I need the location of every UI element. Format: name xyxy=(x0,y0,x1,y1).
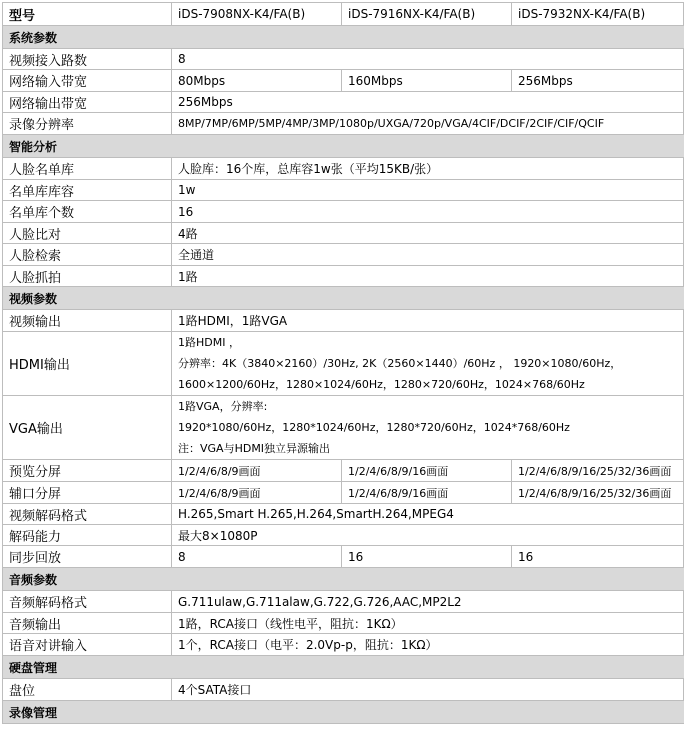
row-label: 人脸抓拍 xyxy=(2,266,172,286)
row-value: 8 xyxy=(172,546,342,567)
section-disk xyxy=(2,656,684,679)
table-row xyxy=(2,180,684,201)
row-value xyxy=(172,332,684,395)
table-row xyxy=(2,266,684,287)
row-label: 语音对讲输入 xyxy=(2,634,172,655)
row-label: 预览分屏 xyxy=(2,460,172,481)
row-label: 盘位 xyxy=(2,679,172,700)
table-row xyxy=(2,332,684,396)
row-label: 音频解码格式 xyxy=(2,591,172,612)
row-label: 网络输出带宽 xyxy=(2,92,172,112)
model-col-1: iDS-7908NX-K4/FA(B) xyxy=(172,3,342,25)
value-line: 1920*1080/60Hz，1280*1024/60Hz，1280*720/60Hz，1024*768/60Hz xyxy=(178,421,570,434)
row-label: 同步回放 xyxy=(2,546,172,567)
row-value xyxy=(172,396,684,459)
model-label: 型号 xyxy=(2,3,172,25)
value-line: 分辨率：4K（3840×2160）/30Hz, 2K（2560×1440）/60Hz ， 1920×1080/60Hz， xyxy=(178,357,622,370)
section-title: 视频参数 xyxy=(2,287,63,309)
table-row xyxy=(2,591,684,613)
table-row xyxy=(2,310,684,332)
model-col-2: iDS-7916NX-K4/FA(B) xyxy=(342,3,512,25)
model-col-3: iDS-7932NX-K4/FA(B) xyxy=(512,3,684,25)
row-value: 16 xyxy=(512,546,684,567)
table-row xyxy=(2,460,684,482)
row-label: 人脸名单库 xyxy=(2,158,172,179)
row-label: HDMI输出 xyxy=(2,332,172,395)
section-title: 硬盘管理 xyxy=(2,656,63,678)
table-row xyxy=(2,244,684,266)
table-row xyxy=(2,158,684,180)
row-value: 1/2/4/6/8/9画面 xyxy=(172,482,342,503)
value-line: 1路HDMI ， xyxy=(178,336,240,349)
row-label: VGA输出 xyxy=(2,396,172,459)
row-value: 1/2/4/6/8/9/16/25/32/36画面 xyxy=(512,460,684,481)
row-value: 1/2/4/6/8/9/16/25/32/36画面 xyxy=(512,482,684,503)
row-value: H.265,Smart H.265,H.264,SmartH.264,MPEG4 xyxy=(172,504,684,524)
table-row xyxy=(2,113,684,135)
row-value: 80Mbps xyxy=(172,70,342,91)
section-system xyxy=(2,26,684,49)
row-value: 4路 xyxy=(172,223,684,243)
table-row xyxy=(2,679,684,701)
row-value: 1路HDMI，1路VGA xyxy=(172,310,684,331)
table-row xyxy=(2,201,684,223)
section-title: 系统参数 xyxy=(2,26,63,48)
row-value: 16 xyxy=(172,201,684,222)
row-value: 160Mbps xyxy=(342,70,512,91)
row-value: 最大8×1080P xyxy=(172,525,684,545)
model-header-row xyxy=(2,2,684,26)
row-label: 解码能力 xyxy=(2,525,172,545)
table-row xyxy=(2,92,684,113)
row-label: 网络输入带宽 xyxy=(2,70,172,91)
row-value: 1路，RCA接口（线性电平，阻抗：1KΩ） xyxy=(172,613,684,633)
row-value: 1w xyxy=(172,180,684,200)
row-label: 视频解码格式 xyxy=(2,504,172,524)
table-row xyxy=(2,546,684,568)
table-row xyxy=(2,49,684,70)
row-label: 名单库库容 xyxy=(2,180,172,200)
row-label: 视频输出 xyxy=(2,310,172,331)
row-label: 人脸比对 xyxy=(2,223,172,243)
section-video xyxy=(2,287,684,310)
row-label: 人脸检索 xyxy=(2,244,172,265)
row-value: 256Mbps xyxy=(172,92,684,112)
row-value: 1/2/4/6/8/9画面 xyxy=(172,460,342,481)
spec-table xyxy=(2,2,684,724)
section-smart xyxy=(2,135,684,158)
section-title: 音频参数 xyxy=(2,568,63,590)
row-value: 8MP/7MP/6MP/5MP/4MP/3MP/1080p/UXGA/720p/VGA/4CIF/DCIF/2CIF/CIF/QCIF xyxy=(172,113,684,134)
row-value: G.711ulaw,G.711alaw,G.722,G.726,AAC,MP2L2 xyxy=(172,591,684,612)
section-audio xyxy=(2,568,684,591)
value-line: 1路VGA，分辨率: xyxy=(178,400,268,413)
table-row xyxy=(2,525,684,546)
row-value: 人脸库：16个库，总库容1w张（平均15KB/张） xyxy=(172,158,684,179)
table-row xyxy=(2,70,684,92)
value-line: 注：VGA与HDMI独立异源输出 xyxy=(178,442,331,455)
row-value: 全通道 xyxy=(172,244,684,265)
row-label: 名单库个数 xyxy=(2,201,172,222)
row-value: 4个SATA接口 xyxy=(172,679,684,700)
row-label: 视频接入路数 xyxy=(2,49,172,69)
table-row xyxy=(2,504,684,525)
table-row xyxy=(2,223,684,244)
table-row xyxy=(2,634,684,656)
row-value: 1路 xyxy=(172,266,684,286)
row-label: 音频输出 xyxy=(2,613,172,633)
table-row xyxy=(2,613,684,634)
section-title: 录像管理 xyxy=(2,701,63,723)
section-record xyxy=(2,701,684,724)
row-value: 1/2/4/6/8/9/16画面 xyxy=(342,482,512,503)
row-value: 1/2/4/6/8/9/16画面 xyxy=(342,460,512,481)
row-value: 8 xyxy=(172,49,684,69)
row-value: 1个，RCA接口（电平：2.0Vp-p，阻抗：1KΩ） xyxy=(172,634,684,655)
value-line: 1600×1200/60Hz，1280×1024/60Hz，1280×720/60Hz，1024×768/60Hz xyxy=(178,378,585,391)
row-label: 辅口分屏 xyxy=(2,482,172,503)
row-value: 16 xyxy=(342,546,512,567)
table-row xyxy=(2,482,684,504)
row-value: 256Mbps xyxy=(512,70,684,91)
section-title: 智能分析 xyxy=(2,135,63,157)
row-label: 录像分辨率 xyxy=(2,113,172,134)
table-row xyxy=(2,396,684,460)
